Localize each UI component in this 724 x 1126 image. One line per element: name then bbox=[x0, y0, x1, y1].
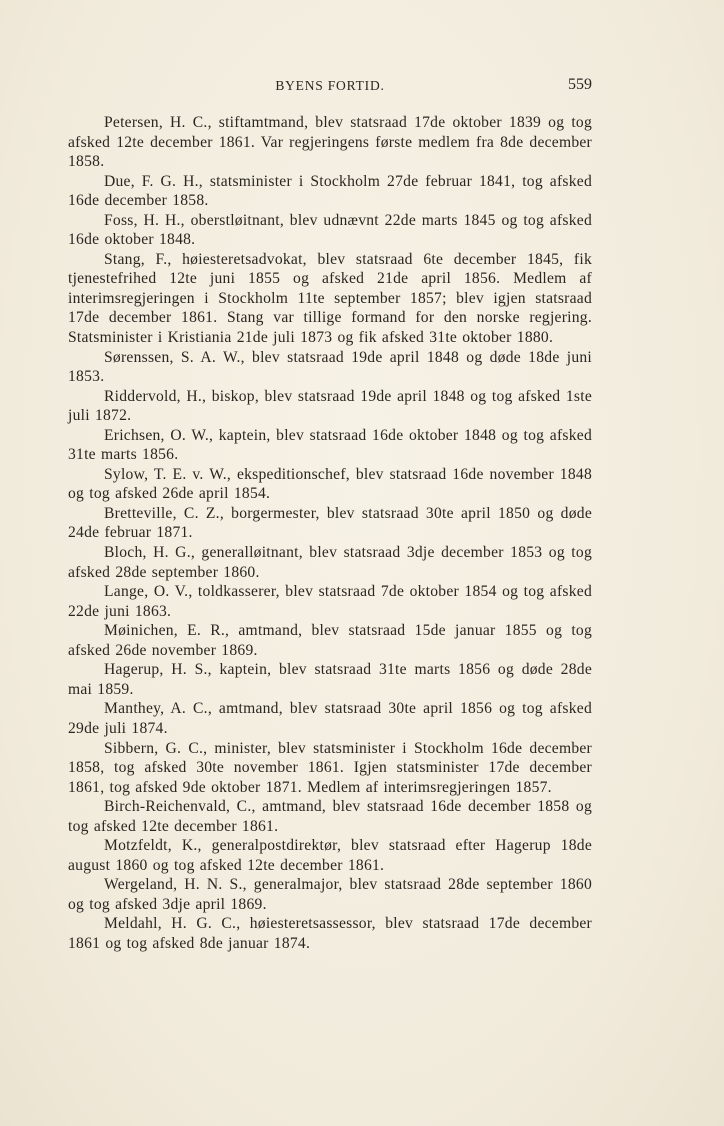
entry-wergeland: Wergeland, H. N. S., generalmajor, blev statsraad 28de september 1860 og tog afsked 3dje april 1869. bbox=[68, 876, 592, 913]
entry-bretteville: Bretteville, C. Z., borgermester, blev statsraad 30te april 1850 og døde 24de februar 1871. bbox=[68, 504, 592, 542]
entry-riddervold: Riddervold, H., biskop, blev statsraad 19de april 1848 og tog afsked 1ste juli 1872. bbox=[68, 387, 592, 425]
entry-petersen: Petersen, H. C., stiftamtmand, blev statsraad 17de oktober 1839 og tog afsked 12te december 1861. Var regjeringens første medlem fra 8de december 1858. bbox=[68, 114, 592, 171]
entry-moinichen: Møinichen, E. R., amtmand, blev statsraad 15de januar 1855 og tog afsked 26de november 1869. bbox=[68, 622, 592, 659]
entry-due: Due, F. G. H., statsminister i Stockholm 27de februar 1841, tog afsked 16de december 1858. bbox=[68, 172, 592, 210]
entry-foss: Foss, H. H., oberstløitnant, blev udnævnt 22de marts 1845 og tog afsked 16de oktober 1848. bbox=[68, 211, 592, 249]
entry-stang: Stang, F., høiesteretsadvokat, blev statsraad 6te december 1845, fik tjenestefrihed 12te juni 1855 og afsked 21de april 1856. Medlem af interimsregjeringen i Stockholm 11te september 1857; blev igjen statsraad 17de december 1861. Stang var tillige formand for den norske regjering. Statsminister i Kristiania 21de juli 1873 og fik afsked 31te oktober 1880. bbox=[68, 250, 592, 347]
entry-erichsen: Erichsen, O. W., kaptein, blev statsraad 16de oktober 1848 og tog afsked 31te marts 1856. bbox=[68, 426, 592, 464]
entry-meldahl: Meldahl, H. G. C., høiesteretsassessor, blev statsraad 17de december 1861 og tog afsked 8de januar 1874. bbox=[68, 915, 592, 952]
entry-sorenssen: Sørenssen, S. A. W., blev statsraad 19de april 1848 og døde 18de juni 1853. bbox=[68, 348, 592, 386]
entry-hagerup: Hagerup, H. S., kaptein, blev statsraad 31te marts 1856 og døde 28de mai 1859. bbox=[68, 661, 592, 698]
entry-birch-reichenvald: Birch-Reichenvald, C., amtmand, blev statsraad 16de december 1858 og tog afsked 12te december 1861. bbox=[68, 798, 592, 835]
body-text bbox=[68, 113, 592, 954]
entry-lange: Lange, O. V., toldkasserer, blev statsraad 7de oktober 1854 og tog afsked 22de juni 1863. bbox=[68, 583, 592, 620]
running-head bbox=[68, 78, 592, 98]
running-title: BYENS FORTID. bbox=[275, 78, 385, 93]
entry-manthey: Manthey, A. C., amtmand, blev statsraad 30te april 1856 og tog afsked 29de juli 1874. bbox=[68, 700, 592, 737]
entry-sylow: Sylow, T. E. v. W., ekspeditionschef, blev statsraad 16de november 1848 og tog afsked 26de april 1854. bbox=[68, 465, 592, 503]
entry-sibbern: Sibbern, G. C., minister, blev statsminister i Stockholm 16de december 1858, tog afsked 30te november 1861. Igjen statsminister 17de december 1861, tog afsked 9de oktober 1871. Medlem af interimsregjeringen 1857. bbox=[68, 739, 592, 796]
entry-bloch: Bloch, H. G., generalløitnant, blev statsraad 3dje december 1853 og tog afsked 28de september 1860. bbox=[68, 544, 592, 581]
page-number: 559 bbox=[568, 76, 592, 93]
entry-motzfeldt: Motzfeldt, K., generalpostdirektør, blev statsraad efter Hagerup 18de august 1860 og tog afsked 12te december 1861. bbox=[68, 837, 592, 874]
